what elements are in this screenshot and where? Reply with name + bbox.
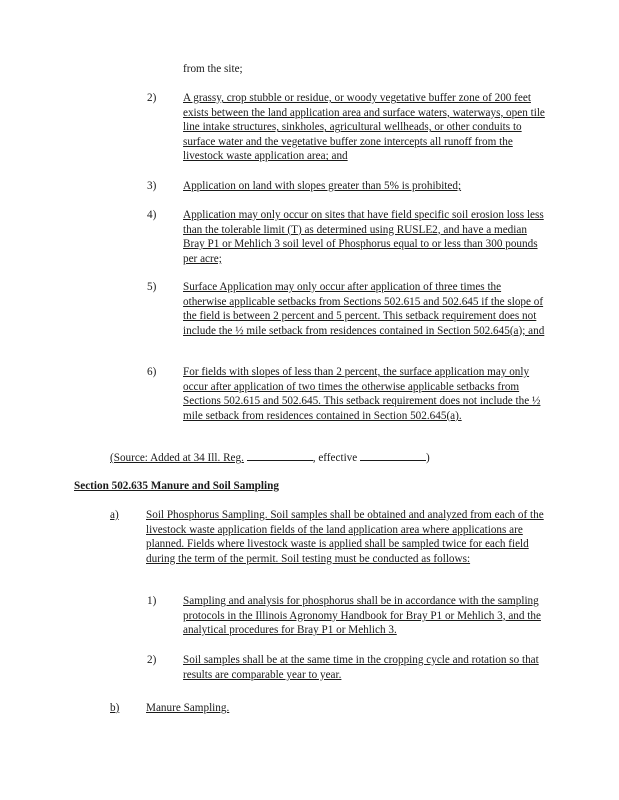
item-2-label: 2)	[147, 92, 157, 104]
subsection-b-label: b)	[110, 702, 120, 714]
item-6-text: For fields with slopes of less than 2 percent, the surface application may only occur after application of two times the otherwise applicable setbacks from Sections 502.615 and 502.645. This setback requirement does not include the ½ mile setback from residences contained in Section 502.645(a).	[183, 366, 541, 422]
subsection-b-text: Manure Sampling.	[146, 702, 230, 714]
source-prefix: (Source: Added at 34 Ill. Reg.	[110, 452, 244, 464]
item-5-label: 5)	[147, 281, 157, 293]
source-note	[110, 450, 510, 466]
subsection-a-item-1-label: 1)	[147, 595, 157, 607]
subsection-a-text: Soil Phosphorus Sampling. Soil samples shall be obtained and analyzed from each of the livestock waste application fields of the land application area where applications are planned. Fields where livestock waste is applied shall be sampled twice for each field during the term of the permit. Soil testing must be conducted as follows:	[146, 509, 544, 565]
source-blank-volume	[247, 450, 313, 461]
item-6-label: 6)	[147, 366, 157, 378]
subsection-a-item-2-text: Soil samples shall be at the same time in the cropping cycle and rotation so that results are comparable year to year.	[183, 654, 539, 681]
item-4-label: 4)	[147, 209, 157, 221]
item-3-label: 3)	[147, 180, 157, 192]
source-blank-date	[360, 450, 426, 461]
section-heading: Section 502.635 Manure and Soil Sampling	[74, 480, 279, 492]
subsection-a-item-1-text: Sampling and analysis for phosphorus shall be in accordance with the sampling protocols in the Illinois Agronomy Handbook for Bray P1 or Mehlich 3, and the analytical procedures for Bray P1 or Mehlich 3.	[183, 595, 541, 637]
source-suffix: )	[426, 452, 430, 464]
item-4-text: Application may only occur on sites that have field specific soil erosion loss less than the tolerable limit (T) as determined using RUSLE2, and have a median Bray P1 or Mehlich 3 soil level of Phosphorus equal to or less than 300 pounds per acre;	[183, 209, 544, 265]
subsection-a-item-2-label: 2)	[147, 654, 157, 666]
item-5-text: Surface Application may only occur after application of three times the otherwise applicable setbacks from Sections 502.615 and 502.645 if the slope of the field is between 2 percent and 5 percent. This setback requirement does not include the ½ mile setback from residences contained in Section 502.645(a); and	[183, 281, 545, 337]
source-middle: , effective	[312, 452, 358, 464]
item-3-text: Application on land with slopes greater than 5% is prohibited;	[183, 180, 462, 192]
item-2-text: A grassy, crop stubble or residue, or woody vegetative buffer zone of 200 feet exists between the land application area and surface waters, waterways, open tile line intake structures, sinkholes, agricultural wellheads, or other conduits to surface water and the vegetative buffer zone intercepts all runoff from the livestock waste application area; and	[183, 92, 545, 163]
continuation-text: from the site;	[183, 63, 243, 75]
subsection-a-label: a)	[110, 509, 119, 521]
